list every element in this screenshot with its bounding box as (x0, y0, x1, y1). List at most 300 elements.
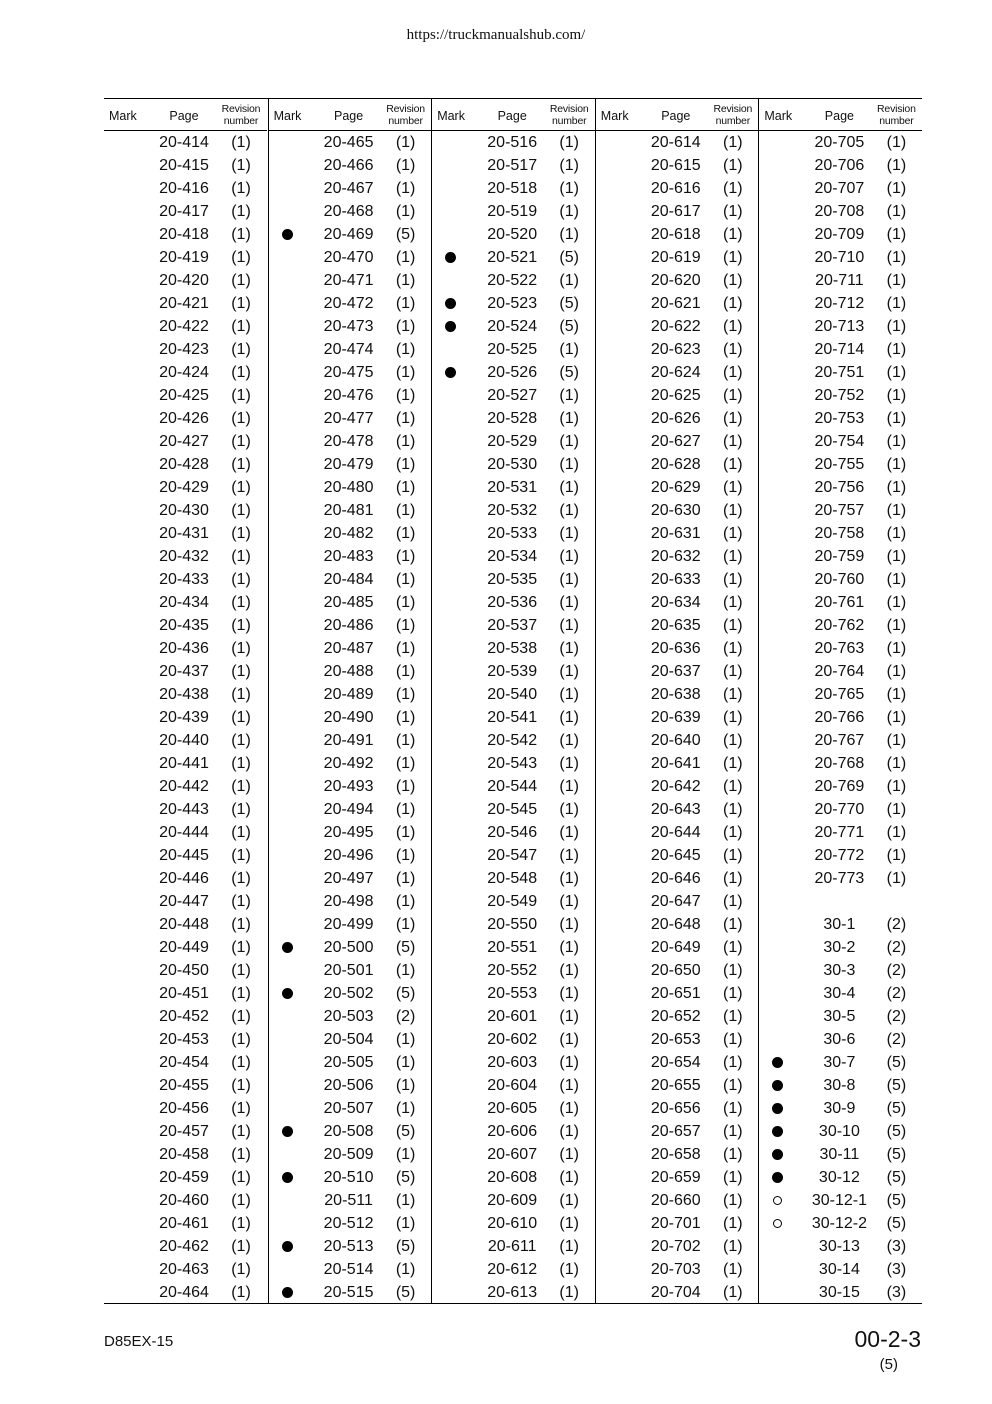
page-cell: 20-424 (159, 364, 209, 381)
table-row (432, 568, 595, 591)
revision-cell: (1) (559, 1284, 579, 1301)
revision-cell: (1) (723, 456, 743, 473)
page-cell: 30-10 (818, 1123, 860, 1140)
page-cell: 20-497 (323, 870, 374, 887)
page-cell: 20-614 (650, 134, 701, 151)
revision-cell: (1) (886, 686, 907, 703)
revision-cell: (1) (723, 939, 743, 956)
revision-cell: (1) (231, 387, 251, 404)
revision-cell: (1) (886, 387, 907, 404)
revision-cell: (1) (723, 410, 743, 427)
revision-cell: (1) (559, 755, 579, 772)
table-row (432, 223, 595, 246)
page-cell: 20-711 (815, 272, 864, 289)
page-cell: 20-417 (159, 203, 209, 220)
page-revision: (5) (879, 1356, 898, 1373)
revision-cell: (1) (886, 571, 907, 588)
revision-header-line2: number (388, 115, 423, 127)
revision-cell: (1) (723, 709, 743, 726)
table-row (269, 545, 432, 568)
table-row (432, 545, 595, 568)
page-cell: 20-760 (814, 571, 865, 588)
page-cell: 20-643 (650, 801, 701, 818)
page-cell: 20-627 (650, 433, 701, 450)
page-cell: 20-421 (159, 295, 209, 312)
page-cell: 20-648 (650, 916, 701, 933)
revision-cell: (1) (723, 985, 743, 1002)
table-row (432, 913, 595, 936)
revision-cell: (1) (395, 341, 416, 358)
revision-cell: (1) (723, 778, 743, 795)
page-cell: 20-485 (323, 594, 374, 611)
revision-cell: (1) (559, 778, 579, 795)
page-cell: 20-602 (487, 1031, 538, 1048)
table-row (432, 959, 595, 982)
page-cell: 20-470 (323, 249, 374, 266)
page-cell: 20-426 (159, 410, 209, 427)
revision-cell: (1) (723, 663, 743, 680)
table-row (596, 200, 759, 223)
page-cell: 20-532 (487, 502, 538, 519)
table-row (759, 1074, 922, 1097)
table-row (759, 1005, 922, 1028)
revision-cell: (1) (723, 847, 743, 864)
revision-cell: (1) (559, 1169, 579, 1186)
revision-cell: (1) (559, 571, 579, 588)
page-cell: 20-651 (650, 985, 701, 1002)
page-cell: 20-773 (814, 870, 865, 887)
page-header: Page (497, 109, 527, 123)
revision-cell: (1) (723, 801, 743, 818)
page-cell: 20-489 (323, 686, 374, 703)
revision-cell: (1) (886, 709, 907, 726)
table-row (104, 890, 267, 913)
table-row (759, 660, 922, 683)
table-row (596, 246, 759, 269)
revision-cell: (1) (886, 594, 907, 611)
page-cell: 20-714 (814, 341, 865, 358)
page-cell: 20-481 (323, 502, 374, 519)
page-cell: 20-702 (650, 1238, 701, 1255)
page-cell: 20-641 (650, 755, 701, 772)
revision-cell: (1) (559, 180, 579, 197)
revision-cell: (1) (559, 134, 579, 151)
page-cell: 20-657 (650, 1123, 701, 1140)
table-row (432, 844, 595, 867)
table-row (269, 614, 432, 637)
revision-cell: (1) (231, 364, 251, 381)
table-row (432, 499, 595, 522)
revision-cell: (1) (723, 732, 743, 749)
table-row (759, 1097, 922, 1120)
table-row (596, 1120, 759, 1143)
page-cell: 20-703 (650, 1261, 701, 1278)
column-header (104, 99, 267, 131)
revision-cell: (1) (886, 755, 907, 772)
page-cell: 30-8 (823, 1077, 856, 1094)
revision-cell: (1) (231, 249, 251, 266)
revision-cell: (1) (231, 203, 251, 220)
column-header (596, 99, 759, 131)
revision-cell: (1) (559, 387, 579, 404)
revision-header-line2: number (551, 115, 587, 127)
revision-cell: (1) (723, 433, 743, 450)
revision-cell: (1) (231, 548, 251, 565)
table-row (269, 1166, 432, 1189)
table-row (104, 407, 267, 430)
page-cell: 20-432 (159, 548, 209, 565)
page-cell: 20-473 (323, 318, 374, 335)
page-cell: 20-520 (487, 226, 538, 243)
table-row (269, 338, 432, 361)
revision-cell: (1) (886, 502, 907, 519)
table-row (596, 223, 759, 246)
table-row (759, 384, 922, 407)
table-row (596, 177, 759, 200)
revision-cell: (5) (559, 318, 579, 335)
revision-cell: (1) (231, 594, 251, 611)
page-cell: 20-758 (814, 525, 865, 542)
revision-cell: (1) (395, 663, 416, 680)
page-cell: 20-441 (159, 755, 209, 772)
table-row (104, 683, 267, 706)
revision-cell: (1) (559, 1008, 579, 1025)
revision-header-line1: Revision (877, 103, 916, 115)
page-cell: 20-605 (487, 1100, 538, 1117)
revision-header (382, 103, 430, 127)
revision-cell: (3) (886, 1284, 907, 1301)
revision-cell: (1) (886, 318, 907, 335)
revision-cell: (5) (395, 1238, 416, 1255)
revision-cell: (1) (559, 801, 579, 818)
revision-cell: (5) (395, 939, 416, 956)
revision-cell: (1) (723, 318, 743, 335)
revision-cell: (1) (395, 916, 416, 933)
page-cell: 20-504 (323, 1031, 374, 1048)
revision-cell: (1) (395, 870, 416, 887)
page-cell: 20-534 (487, 548, 538, 565)
revision-cell: (1) (723, 226, 743, 243)
page-cell: 30-15 (818, 1284, 860, 1301)
page-cell: 30-12 (818, 1169, 860, 1186)
page-cell: 20-506 (323, 1077, 374, 1094)
table-row (432, 1258, 595, 1281)
page-cell: 20-425 (159, 387, 209, 404)
page-cell: 20-423 (159, 341, 209, 358)
revision-cell: (1) (231, 755, 251, 772)
page-cell: 20-659 (650, 1169, 701, 1186)
table-row (104, 154, 267, 177)
page-cell: 20-771 (814, 824, 865, 841)
table-row (596, 683, 759, 706)
revision-cell: (1) (395, 157, 416, 174)
revision-cell: (1) (559, 502, 579, 519)
page-cell: 20-754 (814, 433, 865, 450)
revision-cell: (2) (395, 1008, 416, 1025)
revision-cell: (1) (231, 1054, 251, 1071)
page-cell: 20-756 (814, 479, 865, 496)
page-cell: 30-12-1 (811, 1192, 867, 1209)
table-row (104, 499, 267, 522)
table-row (759, 890, 922, 913)
table-row (432, 200, 595, 223)
page-cell: 20-639 (650, 709, 701, 726)
table-row (432, 637, 595, 660)
table-row (596, 660, 759, 683)
table-row (432, 1235, 595, 1258)
table-row (432, 1028, 595, 1051)
revision-cell: (1) (231, 686, 251, 703)
revision-cell: (1) (231, 985, 251, 1002)
mark-header: Mark (109, 109, 137, 123)
page-cell: 20-420 (159, 272, 209, 289)
table-row (596, 890, 759, 913)
revision-cell: (1) (395, 249, 416, 266)
table-row (104, 1074, 267, 1097)
revision-header-line2: number (879, 115, 914, 127)
revision-cell: (1) (886, 824, 907, 841)
page-cell: 20-464 (159, 1284, 209, 1301)
page-cell: 20-476 (323, 387, 374, 404)
revision-cell: (1) (395, 479, 416, 496)
revision-cell: (1) (231, 272, 251, 289)
table-row (759, 1235, 922, 1258)
revision-cell: (1) (395, 594, 416, 611)
page-cell: 20-755 (814, 456, 865, 473)
table-row (759, 867, 922, 890)
page-cell: 30-7 (823, 1054, 856, 1071)
page-cell: 20-460 (159, 1192, 209, 1209)
page-cell: 30-5 (823, 1008, 856, 1025)
table-row (432, 752, 595, 775)
table-row (269, 706, 432, 729)
revision-cell: (1) (886, 295, 907, 312)
table-row (104, 315, 267, 338)
page-cell: 30-9 (823, 1100, 856, 1117)
table-row (269, 1212, 432, 1235)
page-cell: 20-444 (159, 824, 209, 841)
page-cell: 20-541 (487, 709, 538, 726)
page-cell: 20-629 (650, 479, 701, 496)
revision-cell: (1) (886, 847, 907, 864)
revision-cell: (1) (231, 709, 251, 726)
table-row (269, 1074, 432, 1097)
revision-cell: (1) (723, 962, 743, 979)
revision-cell: (1) (559, 226, 579, 243)
revision-cell: (1) (395, 640, 416, 657)
table-row (759, 269, 922, 292)
revision-cell: (1) (559, 686, 579, 703)
page-cell: 20-536 (487, 594, 538, 611)
page-cell: 20-706 (814, 157, 865, 174)
page-cell: 30-11 (819, 1146, 860, 1163)
revision-cell: (5) (886, 1077, 907, 1094)
table-row (269, 453, 432, 476)
revision-cell: (1) (723, 640, 743, 657)
table-row (759, 545, 922, 568)
source-url: https://truckmanualshub.com/ (406, 27, 586, 43)
revision-cell: (1) (231, 916, 251, 933)
revision-cell: (1) (559, 732, 579, 749)
revision-cell: (1) (723, 571, 743, 588)
page-cell: 20-467 (323, 180, 374, 197)
page-cell: 20-448 (159, 916, 209, 933)
table-row (104, 867, 267, 890)
page-cell: 20-415 (159, 157, 209, 174)
page-cell: 20-550 (487, 916, 538, 933)
page-cell: 20-472 (323, 295, 374, 312)
revision-cell: (1) (886, 433, 907, 450)
revision-cell: (5) (559, 249, 579, 266)
page-cell: 20-535 (487, 571, 538, 588)
table-row (596, 361, 759, 384)
table-row (269, 683, 432, 706)
page-cell: 20-438 (159, 686, 209, 703)
revision-cell: (1) (395, 801, 416, 818)
page-cell: 20-770 (814, 801, 865, 818)
table-row (432, 683, 595, 706)
revision-cell: (1) (559, 341, 579, 358)
revision-cell: (1) (395, 410, 416, 427)
revision-cell: (1) (559, 617, 579, 634)
revision-cell: (1) (395, 686, 416, 703)
revision-cell: (1) (395, 755, 416, 772)
revision-cell: (1) (559, 272, 579, 289)
revision-cell: (1) (723, 387, 743, 404)
revision-cell: (1) (395, 548, 416, 565)
revision-cell: (1) (723, 1054, 743, 1071)
table-row (759, 1258, 922, 1281)
revision-cell: (1) (395, 617, 416, 634)
page-cell: 20-710 (814, 249, 865, 266)
revision-cell: (1) (395, 732, 416, 749)
table-row (596, 982, 759, 1005)
revision-cell: (1) (886, 226, 907, 243)
page-cell: 20-479 (323, 456, 374, 473)
page-cell: 20-519 (487, 203, 538, 220)
table-row (596, 292, 759, 315)
page-cell: 20-510 (323, 1169, 374, 1186)
table-column (758, 99, 922, 1303)
table-row (596, 1212, 759, 1235)
table-row (104, 729, 267, 752)
page-cell: 20-621 (650, 295, 701, 312)
page-cell: 20-622 (650, 318, 701, 335)
page-cell: 20-461 (159, 1215, 209, 1232)
revision-cell: (1) (723, 824, 743, 841)
table-row (432, 522, 595, 545)
table-row (104, 775, 267, 798)
table-row (432, 706, 595, 729)
page-cell: 20-538 (487, 640, 538, 657)
page-cell: 20-437 (159, 663, 209, 680)
page-cell: 20-418 (159, 226, 209, 243)
table-row (759, 752, 922, 775)
page-cell: 20-435 (159, 617, 209, 634)
page-cell: 20-509 (323, 1146, 374, 1163)
page-cell: 20-649 (650, 939, 701, 956)
table-row (596, 338, 759, 361)
page-cell: 30-4 (823, 985, 856, 1002)
table-row (432, 476, 595, 499)
table-row (269, 660, 432, 683)
revision-cell: (1) (723, 1031, 743, 1048)
table-row (432, 292, 595, 315)
table-row (269, 269, 432, 292)
revision-cell: (1) (395, 1146, 416, 1163)
page-cell: 30-3 (823, 962, 856, 979)
revision-cell: (1) (559, 939, 579, 956)
table-row (432, 384, 595, 407)
page-cell: 20-478 (323, 433, 374, 450)
table-row (432, 1120, 595, 1143)
table-row (596, 568, 759, 591)
table-row (759, 246, 922, 269)
table-row (269, 752, 432, 775)
table-row (596, 798, 759, 821)
revision-cell: (1) (723, 1077, 743, 1094)
revision-cell: (1) (559, 1192, 579, 1209)
table-row (596, 706, 759, 729)
table-row (104, 1097, 267, 1120)
table-row (104, 660, 267, 683)
table-row (269, 476, 432, 499)
table-row (759, 1028, 922, 1051)
table-row (269, 246, 432, 269)
revision-cell: (1) (886, 663, 907, 680)
page-cell: 20-518 (487, 180, 538, 197)
table-row (759, 315, 922, 338)
revision-cell: (1) (231, 1031, 251, 1048)
table-row (269, 982, 432, 1005)
table-row (432, 798, 595, 821)
table-row (759, 683, 922, 706)
revision-cell: (2) (886, 1031, 907, 1048)
revision-cell: (1) (231, 410, 251, 427)
table-row (269, 407, 432, 430)
page-cell: 20-482 (323, 525, 374, 542)
table-row (759, 200, 922, 223)
table-row (269, 775, 432, 798)
page-cell: 20-630 (650, 502, 701, 519)
page-cell: 20-547 (487, 847, 538, 864)
page-cell: 20-491 (323, 732, 374, 749)
table-row (104, 269, 267, 292)
revision-cell: (1) (395, 1192, 416, 1209)
revision-cell: (1) (231, 295, 251, 312)
page-cell: 20-492 (323, 755, 374, 772)
page-cell: 20-494 (323, 801, 374, 818)
revision-cell: (1) (559, 870, 579, 887)
table-row (759, 430, 922, 453)
table-row (269, 1258, 432, 1281)
revision-cell: (1) (723, 1146, 743, 1163)
revision-cell: (5) (395, 1284, 416, 1301)
revision-cell: (1) (559, 824, 579, 841)
page-cell: 20-618 (650, 226, 701, 243)
table-row (596, 384, 759, 407)
page-cell: 20-483 (323, 548, 374, 565)
table-row (432, 407, 595, 430)
page-cell: 30-6 (823, 1031, 856, 1048)
revision-cell: (3) (886, 1261, 907, 1278)
revision-cell: (1) (231, 847, 251, 864)
table-row (432, 867, 595, 890)
table-row (596, 936, 759, 959)
revision-cell: (1) (723, 617, 743, 634)
table-row (104, 1189, 267, 1212)
revision-cell: (1) (886, 525, 907, 542)
